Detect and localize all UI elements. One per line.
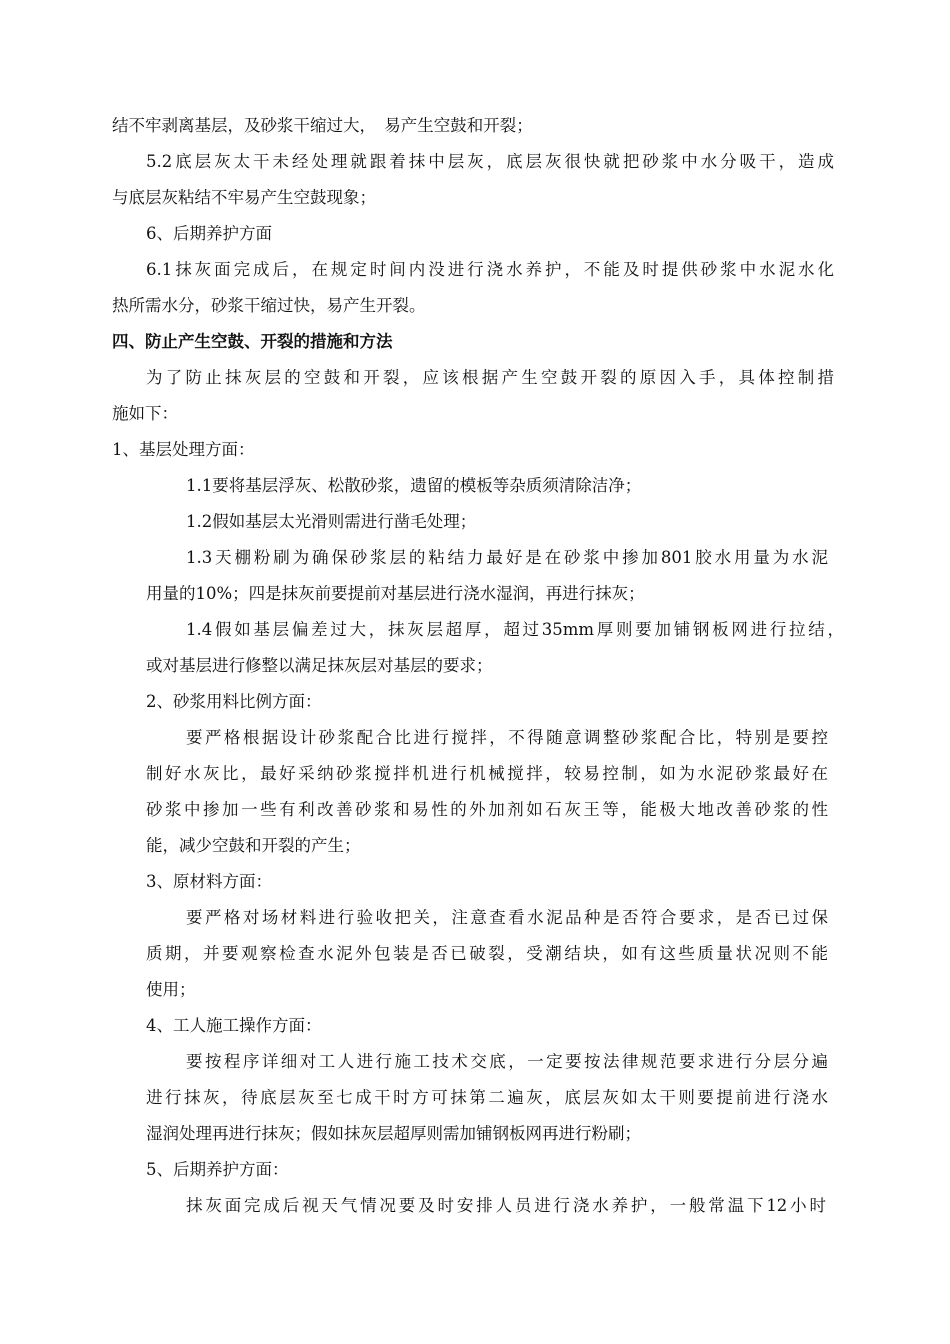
section-heading: 1、基层处理方面： [112,440,255,459]
text-line: 能，减少空鼓和开裂的产生； [146,836,361,855]
text-line: 1.4假如基层偏差过大，抹灰层超厚，超过35mm厚则要加铺钢板网进行拉结， [186,620,844,639]
section-heading: 6、后期养护方面 [146,224,272,243]
text-line: 制好水灰比，最好采纳砂浆搅拌机进行机械搅拌，较易控制，如为水泥砂浆最好在 [146,764,828,783]
chapter-heading: 四、防止产生空鼓、开裂的措施和方法 [112,332,393,351]
text-line: 1.2假如基层太光滑则需进行凿毛处理； [186,512,477,531]
text-line: 结不牢剥离基层，及砂浆干缩过大， 易产生空鼓和开裂； [112,116,533,135]
text-line: 要按程序详细对工人进行施工技术交底，一定要按法律规范要求进行分层分遍 [186,1052,828,1071]
text-line: 与底层灰粘结不牢易产生空鼓现象； [112,188,376,207]
text-line: 为了防止抹灰层的空鼓和开裂，应该根据产生空鼓开裂的原因入手，具体控制措 [146,368,834,387]
text-line: 要严格对场材料进行验收把关，注意查看水泥品种是否符合要求，是否已过保 [186,908,828,927]
text-line: 质期，并要观察检查水泥外包装是否已破裂，受潮结块，如有这些质量状况则不能 [146,944,828,963]
section-heading: 4、工人施工操作方面： [146,1016,322,1035]
text-line: 湿润处理再进行抹灰；假如抹灰层超厚则需加铺钢板网再进行粉刷； [146,1124,641,1143]
text-line: 热所需水分，砂浆干缩过快，易产生开裂。 [112,296,426,315]
text-line: 6.1抹灰面完成后，在规定时间内没进行浇水养护，不能及时提供砂浆中水泥水化 [146,260,834,279]
text-line: 1.1要将基层浮灰、松散砂浆，遗留的模板等杂质须清除洁净； [186,476,642,495]
text-line: 进行抹灰，待底层灰至七成干时方可抹第二遍灰，底层灰如太干则要提前进行浇水 [146,1088,828,1107]
text-line: 或对基层进行修整以满足抹灰层对基层的要求； [146,656,493,675]
text-line: 使用； [146,980,196,999]
text-line: 要严格根据设计砂浆配合比进行搅拌，不得随意调整砂浆配合比，特别是要控 [186,728,828,747]
text-line: 5.2底层灰太干未经处理就跟着抹中层灰，底层灰很快就把砂浆中水分吸干，造成 [146,152,834,171]
section-heading: 5、后期养护方面： [146,1160,289,1179]
section-heading: 2、砂浆用料比例方面： [146,692,322,711]
text-line: 用量的10%；四是抹灰前要提前对基层进行浇水湿润，再进行抹灰； [146,584,645,603]
text-line: 砂浆中掺加一些有利改善砂浆和易性的外加剂如石灰王等，能极大地改善砂浆的性 [146,800,828,819]
section-heading: 3、原材料方面： [146,872,272,891]
text-line: 1.3天棚粉刷为确保砂浆层的粘结力最好是在砂浆中掺加801胶水用量为水泥 [186,548,828,567]
text-line: 抹灰面完成后视天气情况要及时安排人员进行浇水养护，一般常温下12小时 [186,1196,826,1215]
text-line: 施如下： [112,404,178,423]
